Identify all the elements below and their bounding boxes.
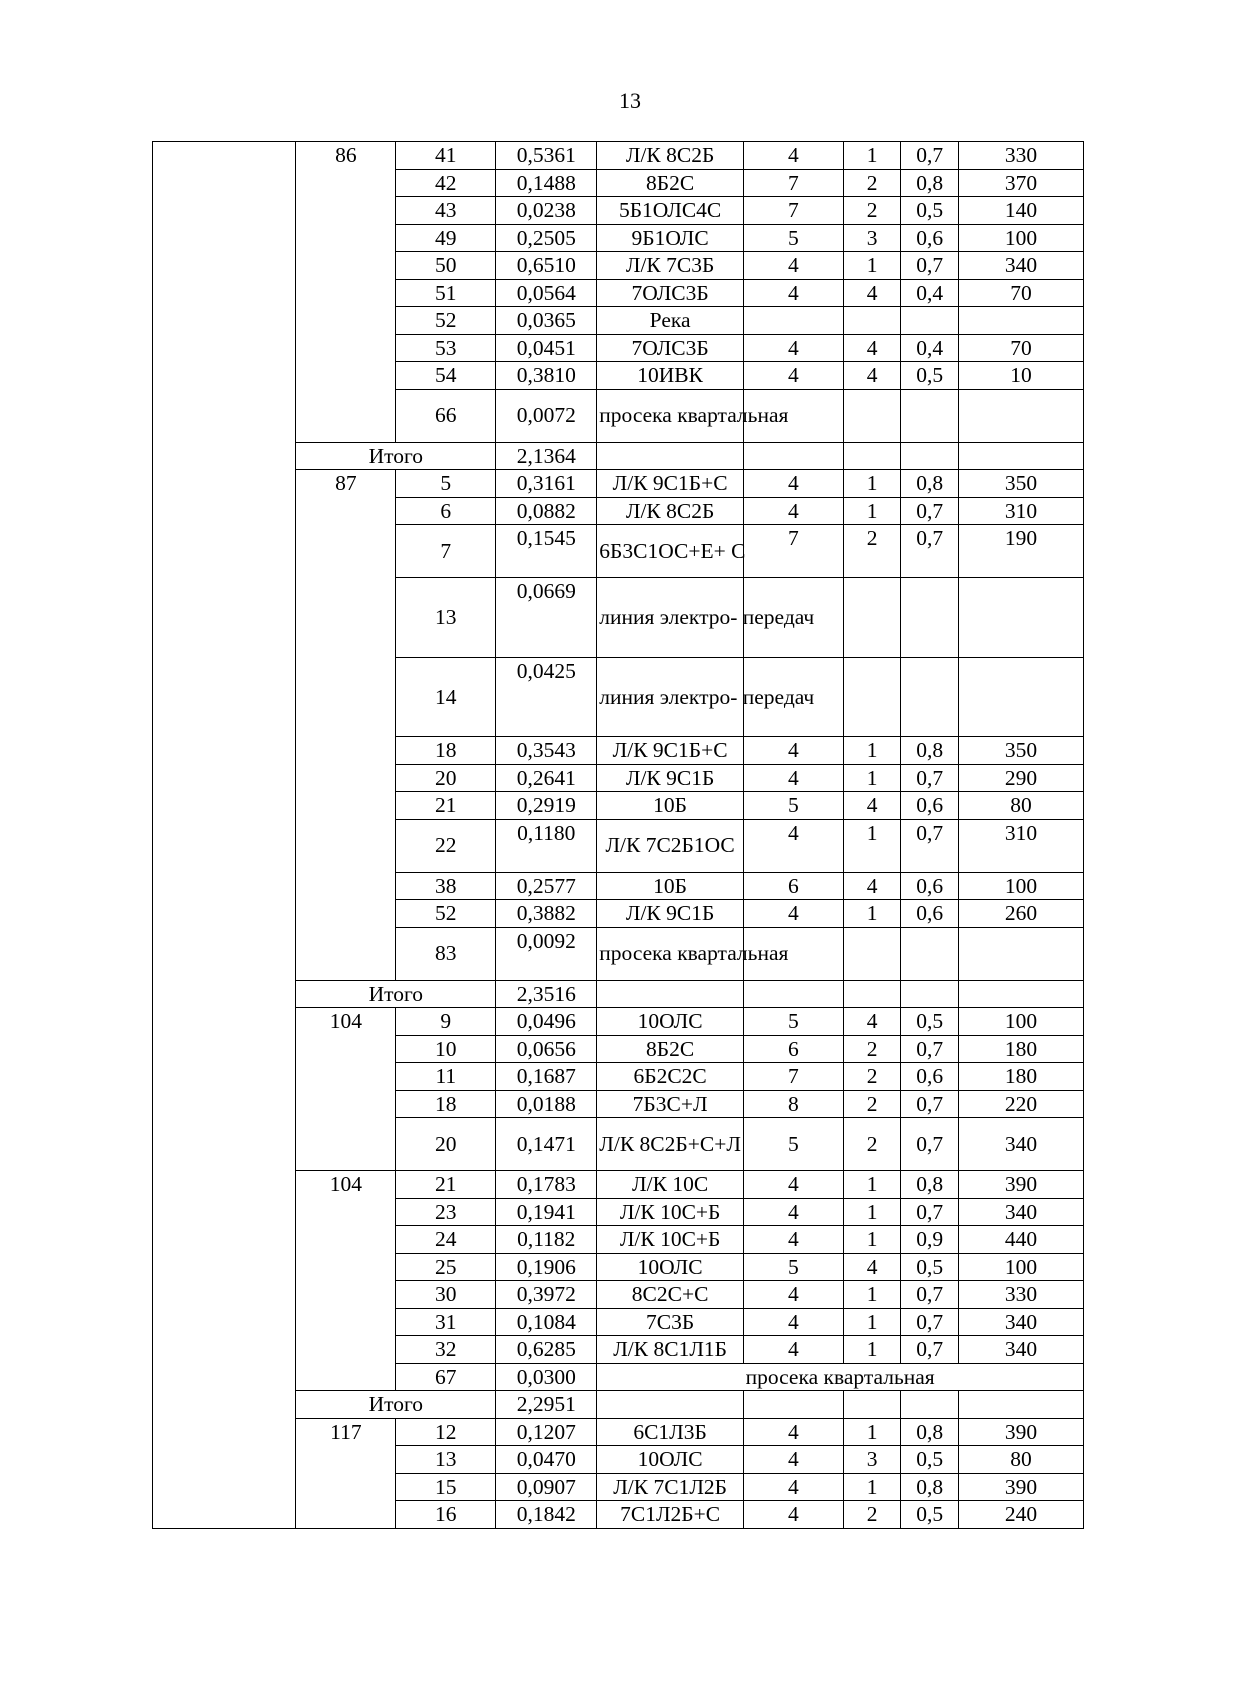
value-cell: 4 [843, 362, 901, 390]
value-cell: 4 [743, 1501, 843, 1529]
value-cell: 4 [743, 1336, 843, 1364]
vydel-cell: 83 [396, 927, 496, 980]
vydel-cell: 32 [396, 1336, 496, 1364]
value-cell: 4 [743, 252, 843, 280]
value-cell: 0,7 [901, 497, 959, 525]
composition-cell: 10Б [597, 872, 744, 900]
value-cell: 7 [743, 1063, 843, 1091]
area-cell: 0,1687 [496, 1063, 597, 1091]
area-cell: 0,2577 [496, 872, 597, 900]
kvartal-cell: 104 [296, 1008, 396, 1171]
vydel-cell: 42 [396, 169, 496, 197]
value-cell [959, 657, 1084, 737]
composition-cell: 8С2С+С [597, 1281, 744, 1309]
composition-cell: Л/К 8С1Л1Б [597, 1336, 744, 1364]
value-cell: 340 [959, 1118, 1084, 1171]
value-cell: 4 [743, 1171, 843, 1199]
value-cell: 310 [959, 497, 1084, 525]
value-cell: 1 [843, 470, 901, 498]
value-cell: 0,8 [901, 470, 959, 498]
empty-cell [901, 1391, 959, 1419]
page-number: 13 [619, 88, 641, 113]
area-cell: 0,0451 [496, 334, 597, 362]
value-cell: 290 [959, 764, 1084, 792]
vydel-cell: 22 [396, 819, 496, 872]
composition-cell: Л/К 9С1Б+С [597, 737, 744, 765]
area-cell: 0,1545 [496, 525, 597, 578]
value-cell: 7 [743, 169, 843, 197]
vydel-cell: 21 [396, 792, 496, 820]
kvartal-cell: 87 [296, 470, 396, 981]
table-row [153, 142, 1084, 170]
value-cell: 0,4 [901, 279, 959, 307]
composition-cell: 7С1Л2Б+С [597, 1501, 744, 1529]
value-cell [901, 927, 959, 980]
value-cell: 4 [743, 1308, 843, 1336]
empty-cell [597, 1391, 744, 1419]
area-cell: 0,2505 [496, 224, 597, 252]
value-cell: 8 [743, 1090, 843, 1118]
vydel-cell: 6 [396, 497, 496, 525]
empty-cell [901, 980, 959, 1008]
area-cell: 0,0907 [496, 1473, 597, 1501]
area-cell: 0,0496 [496, 1008, 597, 1036]
value-cell: 1 [843, 1226, 901, 1254]
value-cell [901, 389, 959, 442]
empty-cell [843, 1391, 901, 1419]
total-label: Итого [296, 980, 496, 1008]
composition-cell: Л/К 10С+Б [597, 1226, 744, 1254]
value-cell: 190 [959, 525, 1084, 578]
total-label: Итого [296, 442, 496, 470]
composition-cell: просека квартальная [597, 389, 744, 442]
area-cell: 0,0092 [496, 927, 597, 980]
area-cell: 0,0656 [496, 1035, 597, 1063]
value-cell: 0,6 [901, 872, 959, 900]
area-cell: 0,3972 [496, 1281, 597, 1309]
value-cell: 0,5 [901, 197, 959, 225]
vydel-cell: 15 [396, 1473, 496, 1501]
value-cell: 4 [843, 872, 901, 900]
area-cell: 0,1471 [496, 1118, 597, 1171]
area-cell: 0,0365 [496, 307, 597, 335]
empty-cell [901, 442, 959, 470]
value-cell: 4 [743, 1226, 843, 1254]
value-cell: 5 [743, 224, 843, 252]
area-cell: 0,1084 [496, 1308, 597, 1336]
vydel-cell: 49 [396, 224, 496, 252]
composition-cell: 7ОЛС3Б [597, 279, 744, 307]
value-cell: 1 [843, 142, 901, 170]
value-cell: 1 [843, 1473, 901, 1501]
area-cell: 0,0470 [496, 1446, 597, 1474]
composition-cell: Л/К 9С1Б [597, 764, 744, 792]
composition-cell: 7С3Б [597, 1308, 744, 1336]
area-cell: 0,1941 [496, 1198, 597, 1226]
empty-cell [843, 980, 901, 1008]
value-cell: 0,6 [901, 900, 959, 928]
value-cell [959, 927, 1084, 980]
value-cell: 2 [843, 1063, 901, 1091]
composition-cell: 7ОЛС3Б [597, 334, 744, 362]
area-cell: 0,1207 [496, 1418, 597, 1446]
value-cell: 390 [959, 1473, 1084, 1501]
empty-cell [597, 442, 744, 470]
value-cell: 0,7 [901, 764, 959, 792]
value-cell: 0,5 [901, 1446, 959, 1474]
value-cell [743, 307, 843, 335]
value-cell: 1 [843, 1171, 901, 1199]
value-cell: 0,7 [901, 1118, 959, 1171]
vydel-cell: 5 [396, 470, 496, 498]
vydel-cell: 18 [396, 737, 496, 765]
vydel-cell: 31 [396, 1308, 496, 1336]
value-cell: 240 [959, 1501, 1084, 1529]
composition-cell: Л/К 8С2Б+С+Л [597, 1118, 744, 1171]
value-cell: 4 [743, 497, 843, 525]
value-cell: 0,5 [901, 362, 959, 390]
area-cell: 0,0238 [496, 197, 597, 225]
value-cell: 10 [959, 362, 1084, 390]
vydel-cell: 20 [396, 1118, 496, 1171]
empty-cell [843, 442, 901, 470]
value-cell: 440 [959, 1226, 1084, 1254]
value-cell: 0,8 [901, 1418, 959, 1446]
value-cell: 1 [843, 737, 901, 765]
composition-cell: просека квартальная [597, 1363, 1084, 1391]
value-cell: 4 [743, 1281, 843, 1309]
area-cell: 0,1488 [496, 169, 597, 197]
vydel-cell: 16 [396, 1501, 496, 1529]
vydel-cell: 54 [396, 362, 496, 390]
area-cell: 0,0425 [496, 657, 597, 737]
composition-cell: 10Б [597, 792, 744, 820]
area-cell: 0,1842 [496, 1501, 597, 1529]
total-value: 2,2951 [496, 1391, 597, 1419]
area-cell: 0,0669 [496, 578, 597, 658]
composition-cell: 5Б1ОЛС4С [597, 197, 744, 225]
value-cell: 0,7 [901, 819, 959, 872]
value-cell: 0,7 [901, 525, 959, 578]
value-cell: 2 [843, 1118, 901, 1171]
value-cell: 310 [959, 819, 1084, 872]
value-cell: 180 [959, 1035, 1084, 1063]
value-cell [959, 389, 1084, 442]
composition-cell: линия электро- передач [597, 578, 744, 658]
composition-cell: просека квартальная [597, 927, 744, 980]
value-cell: 4 [843, 279, 901, 307]
vydel-cell: 66 [396, 389, 496, 442]
value-cell: 180 [959, 1063, 1084, 1091]
kvartal-cell: 104 [296, 1171, 396, 1391]
total-value: 2,3516 [496, 980, 597, 1008]
area-cell: 0,6285 [496, 1336, 597, 1364]
composition-cell: Л/К 9С1Б+С [597, 470, 744, 498]
vydel-cell: 38 [396, 872, 496, 900]
composition-cell: 10ОЛС [597, 1008, 744, 1036]
value-cell: 6 [743, 1035, 843, 1063]
value-cell: 340 [959, 252, 1084, 280]
vydel-cell: 52 [396, 307, 496, 335]
empty-cell [597, 980, 744, 1008]
value-cell: 5 [743, 1118, 843, 1171]
composition-cell: 10ИВК [597, 362, 744, 390]
empty-cell [959, 1391, 1084, 1419]
area-cell: 0,1783 [496, 1171, 597, 1199]
vydel-cell: 11 [396, 1063, 496, 1091]
total-value: 2,1364 [496, 442, 597, 470]
value-cell [959, 578, 1084, 658]
value-cell: 4 [843, 792, 901, 820]
vydel-cell: 13 [396, 1446, 496, 1474]
value-cell: 3 [843, 1446, 901, 1474]
composition-cell: Л/К 10С [597, 1171, 744, 1199]
value-cell: 0,7 [901, 1281, 959, 1309]
area-cell: 0,3161 [496, 470, 597, 498]
value-cell: 0,7 [901, 1336, 959, 1364]
value-cell: 4 [743, 737, 843, 765]
value-cell: 0,8 [901, 1473, 959, 1501]
composition-cell: 10ОЛС [597, 1253, 744, 1281]
area-cell: 0,0300 [496, 1363, 597, 1391]
value-cell: 4 [743, 900, 843, 928]
composition-cell: Река [597, 307, 744, 335]
vydel-cell: 23 [396, 1198, 496, 1226]
value-cell: 5 [743, 1008, 843, 1036]
value-cell: 2 [843, 1501, 901, 1529]
value-cell: 4 [743, 279, 843, 307]
value-cell: 4 [743, 764, 843, 792]
value-cell: 1 [843, 1336, 901, 1364]
value-cell [901, 307, 959, 335]
area-cell: 0,0072 [496, 389, 597, 442]
vydel-cell: 51 [396, 279, 496, 307]
kvartal-cell: 117 [296, 1418, 396, 1528]
value-cell: 340 [959, 1308, 1084, 1336]
area-cell: 0,1906 [496, 1253, 597, 1281]
value-cell: 330 [959, 1281, 1084, 1309]
composition-cell: Л/К 8С2Б [597, 142, 744, 170]
vydel-cell: 53 [396, 334, 496, 362]
empty-cell [743, 442, 843, 470]
value-cell: 0,6 [901, 1063, 959, 1091]
value-cell: 0,8 [901, 1171, 959, 1199]
composition-cell: 8Б2С [597, 1035, 744, 1063]
value-cell: 0,8 [901, 737, 959, 765]
value-cell: 6 [743, 872, 843, 900]
value-cell: 100 [959, 872, 1084, 900]
value-cell: 350 [959, 470, 1084, 498]
value-cell: 70 [959, 334, 1084, 362]
value-cell: 140 [959, 197, 1084, 225]
value-cell: 2 [843, 197, 901, 225]
vydel-cell: 12 [396, 1418, 496, 1446]
vydel-cell: 24 [396, 1226, 496, 1254]
value-cell: 390 [959, 1171, 1084, 1199]
area-cell: 0,5361 [496, 142, 597, 170]
value-cell: 100 [959, 224, 1084, 252]
value-cell: 0,7 [901, 1035, 959, 1063]
value-cell: 4 [743, 142, 843, 170]
value-cell [843, 657, 901, 737]
value-cell: 100 [959, 1253, 1084, 1281]
vydel-cell: 25 [396, 1253, 496, 1281]
composition-cell: 10ОЛС [597, 1446, 744, 1474]
value-cell: 340 [959, 1198, 1084, 1226]
value-cell: 4 [743, 1198, 843, 1226]
value-cell: 4 [843, 1008, 901, 1036]
value-cell [843, 389, 901, 442]
value-cell [901, 578, 959, 658]
value-cell: 0,5 [901, 1501, 959, 1529]
value-cell: 390 [959, 1418, 1084, 1446]
vydel-cell: 9 [396, 1008, 496, 1036]
empty-cell [743, 980, 843, 1008]
total-label: Итого [296, 1391, 496, 1419]
value-cell: 2 [843, 525, 901, 578]
value-cell [843, 578, 901, 658]
value-cell: 1 [843, 497, 901, 525]
empty-cell [743, 1391, 843, 1419]
composition-cell: Л/К 7С2Б1ОС [597, 819, 744, 872]
value-cell: 5 [743, 792, 843, 820]
vydel-cell: 43 [396, 197, 496, 225]
vydel-cell: 10 [396, 1035, 496, 1063]
value-cell: 70 [959, 279, 1084, 307]
area-cell: 0,3543 [496, 737, 597, 765]
value-cell: 0,7 [901, 1090, 959, 1118]
value-cell: 0,7 [901, 1198, 959, 1226]
composition-cell: 6Б3С1ОС+Е+ С [597, 525, 744, 578]
value-cell: 80 [959, 792, 1084, 820]
area-cell: 0,6510 [496, 252, 597, 280]
value-cell: 340 [959, 1336, 1084, 1364]
vydel-cell: 67 [396, 1363, 496, 1391]
value-cell: 1 [843, 1418, 901, 1446]
composition-cell: 8Б2С [597, 169, 744, 197]
area-cell: 0,1182 [496, 1226, 597, 1254]
vydel-cell: 13 [396, 578, 496, 658]
composition-cell: 9Б1ОЛС [597, 224, 744, 252]
value-cell: 330 [959, 142, 1084, 170]
value-cell: 1 [843, 1198, 901, 1226]
value-cell: 0,6 [901, 224, 959, 252]
vydel-cell: 41 [396, 142, 496, 170]
vydel-cell: 7 [396, 525, 496, 578]
value-cell: 5 [743, 1253, 843, 1281]
value-cell: 4 [743, 1473, 843, 1501]
value-cell: 3 [843, 224, 901, 252]
value-cell: 4 [743, 819, 843, 872]
empty-cell [959, 442, 1084, 470]
blank-cell [153, 142, 296, 1529]
value-cell: 1 [843, 1308, 901, 1336]
composition-cell: 7Б3С+Л [597, 1090, 744, 1118]
composition-cell: Л/К 10С+Б [597, 1198, 744, 1226]
value-cell [901, 657, 959, 737]
vydel-cell: 21 [396, 1171, 496, 1199]
value-cell: 0,9 [901, 1226, 959, 1254]
value-cell: 0,7 [901, 252, 959, 280]
area-cell: 0,2641 [496, 764, 597, 792]
kvartal-cell: 86 [296, 142, 396, 443]
value-cell: 1 [843, 900, 901, 928]
value-cell: 1 [843, 819, 901, 872]
value-cell: 2 [843, 169, 901, 197]
area-cell: 0,3882 [496, 900, 597, 928]
value-cell: 100 [959, 1008, 1084, 1036]
vydel-cell: 50 [396, 252, 496, 280]
vydel-cell: 20 [396, 764, 496, 792]
value-cell: 1 [843, 252, 901, 280]
value-cell: 4 [743, 470, 843, 498]
value-cell: 0,4 [901, 334, 959, 362]
value-cell: 4 [743, 334, 843, 362]
vydel-cell: 30 [396, 1281, 496, 1309]
value-cell: 0,7 [901, 142, 959, 170]
area-cell: 0,0564 [496, 279, 597, 307]
area-cell: 0,0188 [496, 1090, 597, 1118]
vydel-cell: 14 [396, 657, 496, 737]
value-cell [843, 927, 901, 980]
value-cell: 4 [743, 1418, 843, 1446]
value-cell: 370 [959, 169, 1084, 197]
value-cell: 0,5 [901, 1253, 959, 1281]
value-cell: 4 [743, 362, 843, 390]
value-cell: 0,8 [901, 169, 959, 197]
composition-cell: 6С1Л3Б [597, 1418, 744, 1446]
value-cell: 4 [843, 1253, 901, 1281]
value-cell: 0,6 [901, 792, 959, 820]
value-cell: 80 [959, 1446, 1084, 1474]
area-cell: 0,1180 [496, 819, 597, 872]
empty-cell [959, 980, 1084, 1008]
composition-cell: Л/К 8С2Б [597, 497, 744, 525]
value-cell: 0,5 [901, 1008, 959, 1036]
value-cell: 260 [959, 900, 1084, 928]
value-cell: 2 [843, 1035, 901, 1063]
value-cell: 4 [743, 1446, 843, 1474]
composition-cell: линия электро- передач [597, 657, 744, 737]
area-cell: 0,0882 [496, 497, 597, 525]
value-cell: 1 [843, 1281, 901, 1309]
forest-inventory-table [152, 141, 1084, 1529]
composition-cell: 6Б2С2С [597, 1063, 744, 1091]
value-cell [959, 307, 1084, 335]
area-cell: 0,3810 [496, 362, 597, 390]
value-cell: 220 [959, 1090, 1084, 1118]
vydel-cell: 18 [396, 1090, 496, 1118]
composition-cell: Л/К 7С1Л2Б [597, 1473, 744, 1501]
value-cell: 7 [743, 525, 843, 578]
value-cell: 350 [959, 737, 1084, 765]
value-cell: 7 [743, 197, 843, 225]
value-cell: 2 [843, 1090, 901, 1118]
value-cell: 1 [843, 764, 901, 792]
value-cell: 0,7 [901, 1308, 959, 1336]
value-cell [843, 307, 901, 335]
composition-cell: Л/К 9С1Б [597, 900, 744, 928]
composition-cell: Л/К 7С3Б [597, 252, 744, 280]
area-cell: 0,2919 [496, 792, 597, 820]
value-cell: 4 [843, 334, 901, 362]
vydel-cell: 52 [396, 900, 496, 928]
